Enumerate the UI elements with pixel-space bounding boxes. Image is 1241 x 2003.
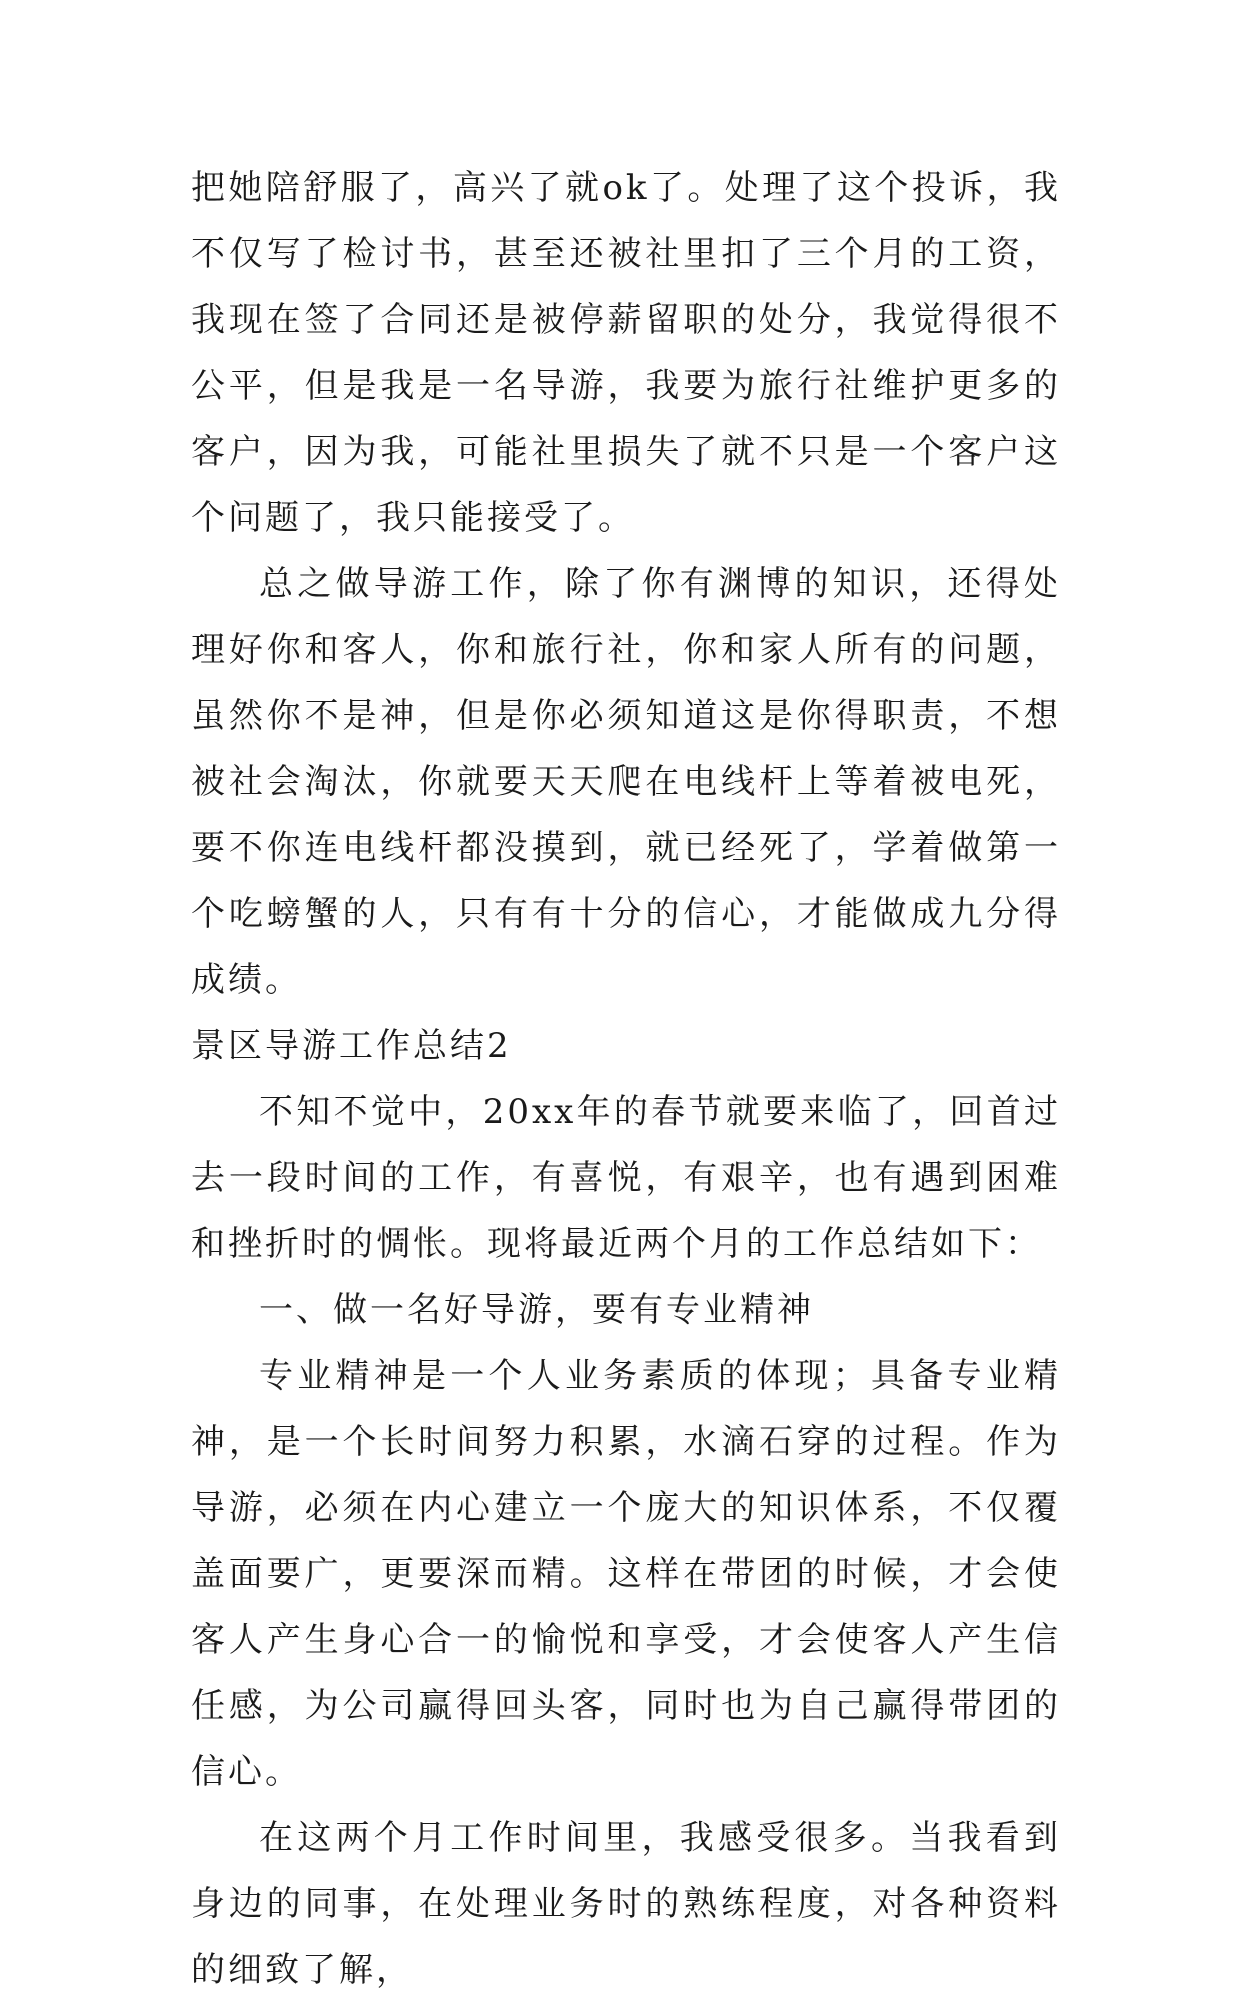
section-heading: 景区导游工作总结2 xyxy=(191,1026,512,1066)
paragraph-professional-spirit: 专业精神是一个人业务素质的体现；具备专业精神，是一个长时间努力积累，水滴石穿的过程。作为导游，必须在内心建立一个庞大的知识体系，不仅覆盖面要广，更要深而精。这样在带团的时候，才会使客人产生身心合一的愉悦和享受，才会使客人产生信任感，为公司赢得回头客，同时也为自己赢得带团的信心。 xyxy=(191,1356,1061,1792)
paragraph-intro: 不知不觉中，20xx年的春节就要来临了，回首过去一段时间的工作，有喜悦，有艰辛，也有遇到困难和挫折时的惆怅。现将最近两个月的工作总结如下： xyxy=(191,1092,1061,1264)
document-page xyxy=(191,155,1061,2003)
paragraph-two-months: 在这两个月工作时间里，我感受很多。当我看到身边的同事，在处理业务时的熟练程度，对各种资料的细致了解， xyxy=(191,1818,1061,1990)
paragraph-guide-summary: 总之做导游工作，除了你有渊博的知识，还得处理好你和客人，你和旅行社，你和家人所有的问题，虽然你不是神，但是你必须知道这是你得职责，不想被社会淘汰，你就要天天爬在电线杆上等着被电死，要不你连电线杆都没摸到，就已经死了，学着做第一个吃螃蟹的人，只有有十分的信心，才能做成九分得成绩。 xyxy=(191,564,1061,1000)
subheading-professional-spirit: 一、做一名好导游，要有专业精神 xyxy=(259,1290,814,1330)
paragraph-complaint-ending: 把她陪舒服了，高兴了就ok了。处理了这个投诉，我不仅写了检讨书，甚至还被社里扣了三个月的工资，我现在签了合同还是被停薪留职的处分，我觉得很不公平，但是我是一名导游，我要为旅行社维护更多的客户，因为我，可能社里损失了就不只是一个客户这个问题了，我只能接受了。 xyxy=(191,168,1061,538)
